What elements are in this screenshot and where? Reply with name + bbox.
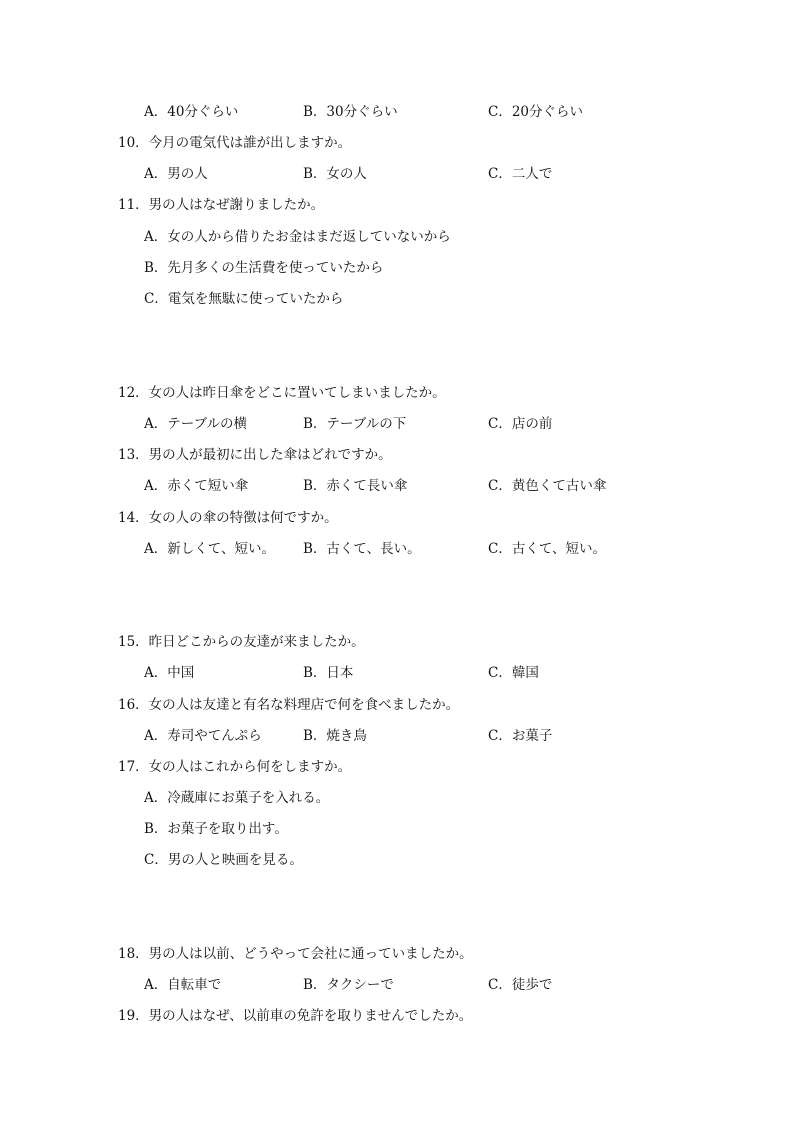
q11-option-a: A．女の人から借りたお金はまだ返していないから (144, 229, 451, 245)
q17-option-a: A．冷蔵庫にお菓子を入れる。 (144, 790, 330, 806)
q14-option-b: B．古くて、長い。 (303, 541, 421, 557)
q15-question: 15．昨日どこからの友達が来ましたか。 (118, 634, 365, 650)
q18-option-a: A．自転車で (144, 977, 222, 993)
q15-option-b: B．日本 (303, 665, 354, 681)
q12-option-a: A．テーブルの横 (144, 416, 248, 432)
q17-question: 17．女の人はこれから何をしますか。 (118, 759, 352, 775)
q17-option-b: B．お菓子を取り出す。 (144, 821, 288, 837)
q15-option-c: C．韓国 (488, 665, 539, 681)
q19-question: 19．男の人はなぜ、以前車の免許を取りませんでしたか。 (118, 1008, 473, 1024)
q18-question: 18．男の人は以前、どうやって会社に通っていましたか。 (118, 946, 473, 962)
q14-option-c: C．古くて、短い。 (488, 541, 607, 557)
q10-option-a: A．男の人 (144, 166, 208, 182)
q16-option-a: A．寿司やてんぷら (144, 728, 262, 744)
q11-question: 11．男の人はなぜ謝りましたか。 (118, 197, 325, 213)
q10-option-b: B．女の人 (303, 166, 367, 182)
q13-question: 13．男の人が最初に出した傘はどれですか。 (118, 447, 392, 463)
q18-option-c: C．徒歩で (488, 977, 553, 993)
q14-question: 14．女の人の傘の特徴は何ですか。 (118, 510, 338, 526)
q13-option-b: B．赤くて長い傘 (303, 478, 408, 494)
q16-option-b: B．焼き鳥 (303, 728, 367, 744)
q12-option-c: C．店の前 (488, 416, 553, 432)
q11-option-b: B．先月多くの生活費を使っていたから (144, 260, 384, 276)
q9-option-b: B．30分ぐらい (303, 104, 398, 120)
q10-option-c: C．二人で (488, 166, 553, 182)
q9-option-a: A．40分ぐらい (144, 104, 239, 120)
q18-option-b: B．タクシーで (303, 977, 394, 993)
q13-option-c: C．黄色くて古い傘 (488, 478, 607, 494)
q16-option-c: C．お菓子 (488, 728, 553, 744)
q12-option-b: B．テーブルの下 (303, 416, 407, 432)
q15-option-a: A．中国 (144, 665, 195, 681)
q14-option-a: A．新しくて、短い。 (144, 541, 275, 557)
q17-option-c: C．男の人と映画を見る。 (144, 852, 303, 868)
q16-question: 16．女の人は友達と有名な料理店で何を食べましたか。 (118, 697, 460, 713)
q13-option-a: A．赤くて短い傘 (144, 478, 249, 494)
q9-option-c: C．20分ぐらい (488, 104, 584, 120)
q10-question: 10．今月の電気代は誰が出しますか。 (118, 135, 352, 151)
q11-option-c: C．電気を無駄に使っていたから (144, 291, 344, 307)
q12-question: 12．女の人は昨日傘をどこに置いてしまいましたか。 (118, 385, 446, 401)
